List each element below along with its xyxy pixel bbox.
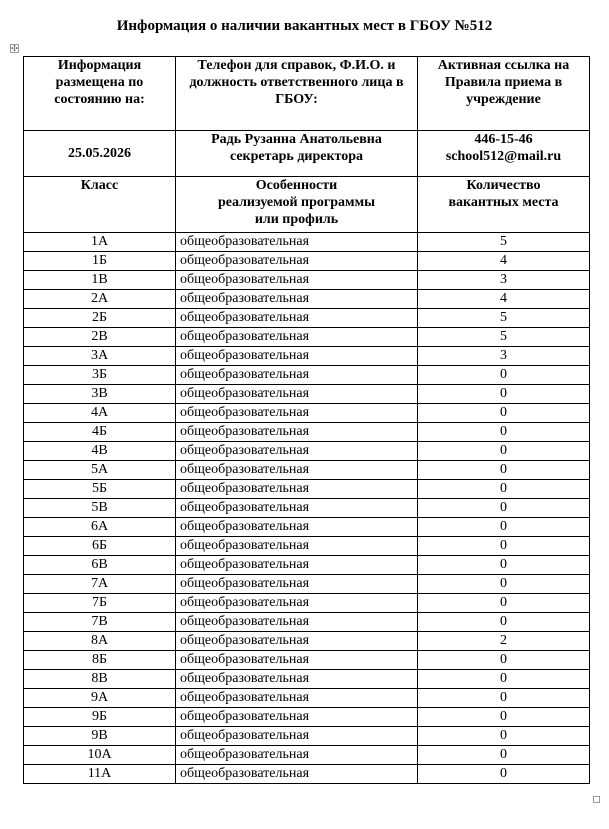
class-cell: 6В bbox=[24, 556, 176, 575]
table-row bbox=[24, 347, 590, 366]
class-cell: 10А bbox=[24, 746, 176, 765]
vacancy-count-cell: 5 bbox=[418, 233, 590, 252]
vacancy-count-cell: 0 bbox=[418, 689, 590, 708]
vacancy-count-cell: 4 bbox=[418, 252, 590, 271]
class-cell: 8В bbox=[24, 670, 176, 689]
vacancy-count-cell: 0 bbox=[418, 651, 590, 670]
info-date: 25.05.2026 bbox=[24, 131, 176, 177]
table-move-icon[interactable]: ✣ bbox=[11, 44, 18, 53]
table-row bbox=[24, 271, 590, 290]
header-row bbox=[24, 57, 590, 131]
contact-phone: 446-15-46 bbox=[474, 132, 533, 147]
info-row bbox=[24, 131, 590, 177]
vacancy-count-cell: 0 bbox=[418, 404, 590, 423]
class-cell: 6А bbox=[24, 518, 176, 537]
table-row bbox=[24, 366, 590, 385]
table-row bbox=[24, 613, 590, 632]
column-count-header bbox=[418, 177, 590, 233]
profile-cell: общеобразовательная bbox=[176, 290, 418, 309]
header-rules-label: Активная ссылка на Правила приема в учреждение bbox=[418, 57, 590, 131]
table-row bbox=[24, 746, 590, 765]
profile-cell: общеобразовательная bbox=[176, 689, 418, 708]
column-profile-header-line: или профиль bbox=[254, 212, 339, 227]
profile-cell: общеобразовательная bbox=[176, 746, 418, 765]
class-cell: 5А bbox=[24, 461, 176, 480]
class-cell: 5Б bbox=[24, 480, 176, 499]
vacancy-count-cell: 4 bbox=[418, 290, 590, 309]
class-cell: 9А bbox=[24, 689, 176, 708]
profile-cell: общеобразовательная bbox=[176, 575, 418, 594]
table-row bbox=[24, 727, 590, 746]
table-row bbox=[24, 328, 590, 347]
vacancy-table bbox=[23, 56, 590, 784]
profile-cell: общеобразовательная bbox=[176, 594, 418, 613]
header-contact-label: Телефон для справок, Ф.И.О. и должность ответственного лица в ГБОУ: bbox=[176, 57, 418, 131]
column-header-row bbox=[24, 177, 590, 233]
class-cell: 2В bbox=[24, 328, 176, 347]
table-row bbox=[24, 461, 590, 480]
info-links bbox=[418, 131, 590, 177]
vacancy-count-cell: 0 bbox=[418, 727, 590, 746]
column-profile-header-line: Особенности bbox=[255, 178, 338, 193]
profile-cell: общеобразовательная bbox=[176, 252, 418, 271]
profile-cell: общеобразовательная bbox=[176, 347, 418, 366]
vacancy-count-cell: 0 bbox=[418, 556, 590, 575]
contact-position: секретарь директора bbox=[229, 149, 364, 164]
vacancy-count-cell: 0 bbox=[418, 442, 590, 461]
vacancy-count-cell: 0 bbox=[418, 708, 590, 727]
table-row bbox=[24, 708, 590, 727]
table-row bbox=[24, 309, 590, 328]
class-cell: 3А bbox=[24, 347, 176, 366]
table-row bbox=[24, 499, 590, 518]
table-row bbox=[24, 689, 590, 708]
table-row bbox=[24, 651, 590, 670]
table-row bbox=[24, 670, 590, 689]
column-count-header-line: вакантных места bbox=[448, 195, 559, 210]
profile-cell: общеобразовательная bbox=[176, 537, 418, 556]
info-contact bbox=[176, 131, 418, 177]
vacancy-count-cell: 0 bbox=[418, 499, 590, 518]
profile-cell: общеобразовательная bbox=[176, 727, 418, 746]
class-cell: 4Б bbox=[24, 423, 176, 442]
class-cell: 9Б bbox=[24, 708, 176, 727]
vacancy-count-cell: 0 bbox=[418, 537, 590, 556]
class-cell: 8А bbox=[24, 632, 176, 651]
vacancy-count-cell: 0 bbox=[418, 461, 590, 480]
vacancy-count-cell: 0 bbox=[418, 480, 590, 499]
profile-cell: общеобразовательная bbox=[176, 309, 418, 328]
class-cell: 6Б bbox=[24, 537, 176, 556]
table-row bbox=[24, 765, 590, 784]
profile-cell: общеобразовательная bbox=[176, 765, 418, 784]
column-count-header-line: Количество bbox=[466, 178, 541, 193]
vacancy-count-cell: 0 bbox=[418, 594, 590, 613]
profile-cell: общеобразовательная bbox=[176, 613, 418, 632]
vacancy-count-cell: 0 bbox=[418, 518, 590, 537]
profile-cell: общеобразовательная bbox=[176, 632, 418, 651]
profile-cell: общеобразовательная bbox=[176, 233, 418, 252]
column-profile-header-line: реализуемой программы bbox=[217, 195, 376, 210]
profile-cell: общеобразовательная bbox=[176, 480, 418, 499]
table-row bbox=[24, 423, 590, 442]
class-cell: 1Б bbox=[24, 252, 176, 271]
profile-cell: общеобразовательная bbox=[176, 423, 418, 442]
profile-cell: общеобразовательная bbox=[176, 651, 418, 670]
table-row bbox=[24, 518, 590, 537]
class-cell: 2А bbox=[24, 290, 176, 309]
profile-cell: общеобразовательная bbox=[176, 670, 418, 689]
table-row bbox=[24, 290, 590, 309]
profile-cell: общеобразовательная bbox=[176, 385, 418, 404]
profile-cell: общеобразовательная bbox=[176, 556, 418, 575]
table-row bbox=[24, 594, 590, 613]
class-cell: 5В bbox=[24, 499, 176, 518]
vacancy-count-cell: 0 bbox=[418, 670, 590, 689]
vacancy-count-cell: 5 bbox=[418, 309, 590, 328]
class-cell: 7В bbox=[24, 613, 176, 632]
class-cell: 3В bbox=[24, 385, 176, 404]
class-cell: 7Б bbox=[24, 594, 176, 613]
vacancy-count-cell: 3 bbox=[418, 271, 590, 290]
vacancy-count-cell: 0 bbox=[418, 575, 590, 594]
vacancy-count-cell: 2 bbox=[418, 632, 590, 651]
table-row bbox=[24, 385, 590, 404]
header-date-label: Информация размещена по состоянию на: bbox=[24, 57, 176, 131]
profile-cell: общеобразовательная bbox=[176, 328, 418, 347]
class-cell: 1В bbox=[24, 271, 176, 290]
profile-cell: общеобразовательная bbox=[176, 366, 418, 385]
vacancy-count-cell: 3 bbox=[418, 347, 590, 366]
vacancy-count-cell: 5 bbox=[418, 328, 590, 347]
profile-cell: общеобразовательная bbox=[176, 442, 418, 461]
table-row bbox=[24, 537, 590, 556]
class-cell: 7А bbox=[24, 575, 176, 594]
table-row bbox=[24, 252, 590, 271]
vacancy-count-cell: 0 bbox=[418, 366, 590, 385]
table-row bbox=[24, 442, 590, 461]
class-cell: 2Б bbox=[24, 309, 176, 328]
vacancy-count-cell: 0 bbox=[418, 613, 590, 632]
table-row bbox=[24, 575, 590, 594]
class-cell: 4В bbox=[24, 442, 176, 461]
vacancy-count-cell: 0 bbox=[418, 423, 590, 442]
class-cell: 11А bbox=[24, 765, 176, 784]
table-row bbox=[24, 404, 590, 423]
vacancy-count-cell: 0 bbox=[418, 765, 590, 784]
profile-cell: общеобразовательная bbox=[176, 461, 418, 480]
class-cell: 1А bbox=[24, 233, 176, 252]
vacancy-count-cell: 0 bbox=[418, 385, 590, 404]
class-cell: 8Б bbox=[24, 651, 176, 670]
profile-cell: общеобразовательная bbox=[176, 708, 418, 727]
contact-name: Радь Рузанна Анатольевна bbox=[211, 132, 382, 147]
table-resize-icon[interactable] bbox=[593, 796, 600, 803]
page-title: Информация о наличии вакантных мест в ГБОУ №512 bbox=[116, 18, 493, 34]
table-row bbox=[24, 632, 590, 651]
profile-cell: общеобразовательная bbox=[176, 404, 418, 423]
column-profile-header bbox=[176, 177, 418, 233]
profile-cell: общеобразовательная bbox=[176, 499, 418, 518]
table-row bbox=[24, 556, 590, 575]
class-cell: 4А bbox=[24, 404, 176, 423]
contact-email[interactable]: school512@mail.ru bbox=[445, 149, 562, 164]
profile-cell: общеобразовательная bbox=[176, 518, 418, 537]
class-cell: 3Б bbox=[24, 366, 176, 385]
profile-cell: общеобразовательная bbox=[176, 271, 418, 290]
class-cell: 9В bbox=[24, 727, 176, 746]
table-row bbox=[24, 233, 590, 252]
table-row bbox=[24, 480, 590, 499]
vacancy-count-cell: 0 bbox=[418, 746, 590, 765]
column-class-header: Класс bbox=[24, 177, 176, 233]
